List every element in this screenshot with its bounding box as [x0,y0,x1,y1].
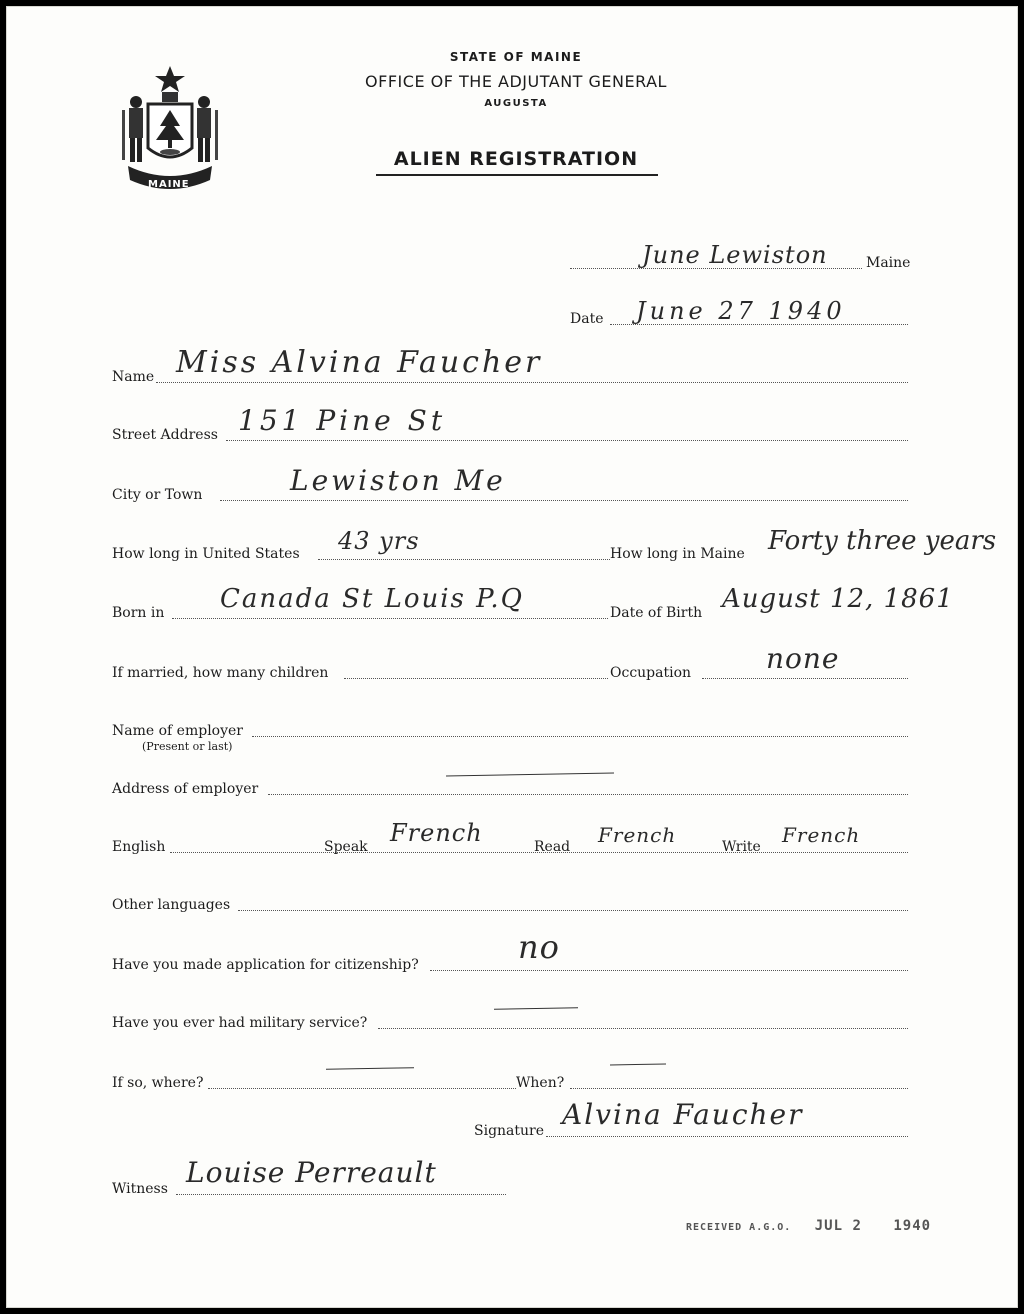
born-in-label: Born in [112,605,165,621]
signature-entry: Alvina Faucher [562,1098,804,1131]
english-label: English [112,839,166,855]
occupation-entry: none [766,642,840,675]
date-entry: June 27 1940 [636,297,846,325]
military-service-label: Have you ever had military service? [112,1015,368,1031]
date-label: Date [570,311,604,327]
date-of-birth-entry: August 12, 1861 [722,584,954,614]
read-label: Read [534,839,571,855]
received-stamp-date: JUL 2 [814,1218,862,1234]
alien-registration-form [6,6,1018,1308]
when-label: When? [516,1075,565,1091]
witness-entry: Louise Perreault [186,1156,437,1189]
name-line [156,382,908,383]
received-stamp-year: 1940 [893,1218,932,1234]
signature-label: Signature [474,1123,545,1139]
witness-line [176,1194,506,1195]
form-title: ALIEN REGISTRATION [393,148,639,170]
employer-name-line [252,736,908,737]
occupation-line [702,678,908,679]
write-label: Write [722,839,761,855]
write-entry: French [782,823,861,847]
received-stamp-text: RECEIVED A.G.O. [686,1222,792,1233]
city-label: City or Town [112,487,203,503]
signature-line [546,1136,908,1137]
witness-label: Witness [112,1181,168,1197]
military-service-dash [494,1007,578,1009]
city-entry: Lewiston Me [290,464,506,497]
citizenship-line [430,970,908,971]
married-children-label: If married, how many children [112,665,329,681]
read-entry: French [598,823,677,847]
speak-label: Speak [324,839,368,855]
header-city: AUGUSTA [484,98,548,109]
citizenship-label: Have you made application for citizenship? [112,957,419,973]
married-children-line [344,678,608,679]
employer-sub-label: (Present or last) [142,740,233,753]
date-of-birth-label: Date of Birth [610,605,703,621]
other-languages-line [238,910,908,911]
when-line [570,1088,908,1089]
how-long-us-entry: 43 yrs [338,527,420,555]
name-label: Name [112,369,155,385]
if-so-where-line [208,1088,516,1089]
how-long-us-line [318,559,610,560]
received-stamp [686,1218,931,1234]
header-state: STATE OF MAINE [449,50,583,64]
how-long-maine-label: How long in Maine [610,546,745,562]
how-long-us-label: How long in United States [112,546,300,562]
speak-entry: French [390,819,483,847]
if-so-where-dash [326,1067,414,1070]
street-address-label: Street Address [112,427,218,443]
occupation-label: Occupation [610,665,692,681]
title-underline [376,174,658,176]
if-so-where-label: If so, where? [112,1075,204,1091]
citizenship-entry: no [518,928,560,966]
employer-address-line [268,794,908,795]
employer-address-label: Address of employer [112,781,259,797]
born-in-line [172,618,608,619]
other-languages-label: Other languages [112,897,231,913]
when-dash [610,1064,666,1066]
employer-address-dash [446,773,614,777]
seal-ribbon-text: MAINE [148,179,190,190]
how-long-maine-entry: Forty three years [768,526,997,556]
place-suffix-label: Maine [866,255,911,271]
military-service-line [378,1028,908,1029]
street-address-line [226,440,908,441]
born-in-entry: Canada St Louis P.Q [220,584,524,614]
employer-name-label: Name of employer [112,723,243,739]
name-entry: Miss Alvina Faucher [176,345,543,380]
city-line [220,500,908,501]
state-seal-icon [114,62,226,194]
place-entry: June Lewiston [642,241,828,269]
header-office: OFFICE OF THE ADJUTANT GENERAL [365,72,667,91]
street-address-entry: 151 Pine St [238,404,447,437]
